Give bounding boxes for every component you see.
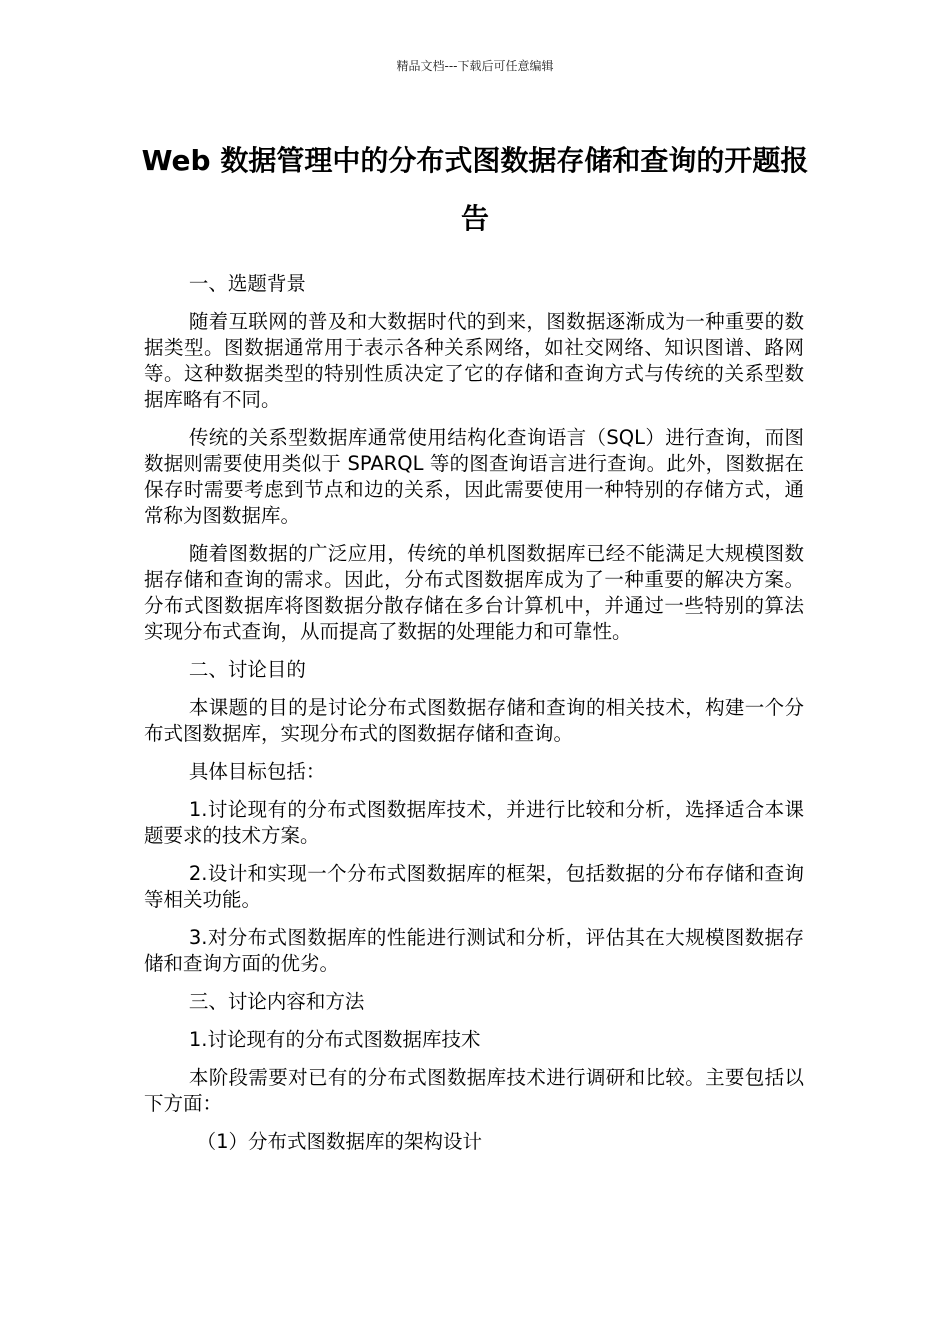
page-header: 精品文档---下载后可任意编辑 xyxy=(396,59,554,73)
paragraph: 具体目标包括： xyxy=(188,760,326,783)
list-item: （1）分布式图数据库的架构设计 xyxy=(196,1130,483,1153)
paragraph: 本阶段需要对已有的分布式图数据库技术进行调研和比较。主要包括以下方面： xyxy=(144,1066,804,1115)
subsection-heading: 1.讨论现有的分布式图数据库技术 xyxy=(188,1028,481,1051)
list-item: 3.对分布式图数据库的性能进行测试和分析，评估其在大规模图数据存储和查询方面的优劣。 xyxy=(144,926,804,975)
paragraph: 本课题的目的是讨论分布式图数据存储和查询的相关技术，构建一个分布式图数据库，实现分布式的图数据存储和查询。 xyxy=(144,696,804,745)
list-item: 1.讨论现有的分布式图数据库技术，并进行比较和分析，选择适合本课题要求的技术方案。 xyxy=(144,798,804,847)
paragraph: 随着图数据的广泛应用，传统的单机图数据库已经不能满足大规模图数据存储和查询的需求。因此，分布式图数据库成为了一种重要的解决方案。分布式图数据库将图数据分散存储在多台计算机中，并通过一些特别的算法实现分布式查询，从而提高了数据的处理能力和可靠性。 xyxy=(144,542,804,643)
section-heading-content-method: 三、讨论内容和方法 xyxy=(188,990,365,1013)
section-heading-purpose: 二、讨论目的 xyxy=(188,658,306,681)
document-title: Web 数据管理中的分布式图数据存储和查询的开题报告 xyxy=(141,144,809,235)
section-heading-background: 一、选题背景 xyxy=(188,272,306,295)
paragraph: 随着互联网的普及和大数据时代的到来，图数据逐渐成为一种重要的数据类型。图数据通常用于表示各种关系网络，如社交网络、知识图谱、路网等。这种数据类型的特别性质决定了它的存储和查询方式与传统的关系型数据库略有不同。 xyxy=(144,310,804,411)
document-body xyxy=(144,271,804,1167)
list-item: 2.设计和实现一个分布式图数据库的框架，包括数据的分布存储和查询等相关功能。 xyxy=(144,862,804,911)
paragraph: 传统的关系型数据库通常使用结构化查询语言（SQL）进行查询，而图数据则需要使用类似于 SPARQL 等的图查询语言进行查询。此外，图数据在保存时需要考虑到节点和边的关系，因此需要使用一种特别的存储方式，通常称为图数据库。 xyxy=(144,426,804,527)
